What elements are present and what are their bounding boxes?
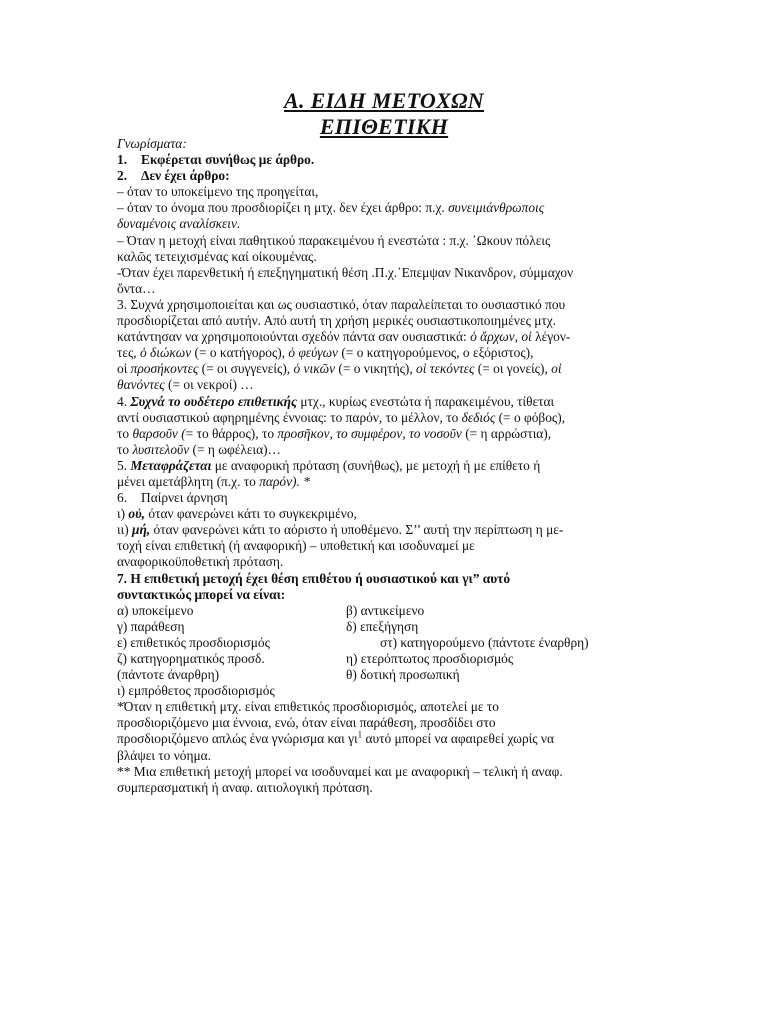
- item-text: Παίρνει άρνηση: [141, 490, 228, 506]
- text-run: αυτό μπορεί να αφαιρεθεί χωρίς να: [362, 731, 554, 747]
- item-number: 5.: [117, 457, 131, 473]
- list-item: [117, 635, 647, 651]
- text-run: – όταν το όνομα που προσδιορίζει η μτχ. δεν έχει άρθρο: π.χ.: [117, 200, 449, 216]
- superscript: 1: [357, 730, 363, 740]
- example-text: ὁ ἄρχων, οἱ: [470, 329, 532, 345]
- text-run: προσδιοριζόμενο απλώς ένα γνώρισμα και γι: [117, 731, 358, 747]
- item-2c: – Όταν η μετοχή είναι παθητικού παρακειμένου ή ενεστώτα : π.χ. ᾿Ωκουν πόλεις: [117, 232, 551, 248]
- text-run: μένει αμετάβλητη (π.χ. το: [117, 473, 260, 489]
- list-item: [117, 603, 647, 619]
- item-2b-cont: δυναμένοις αναλίσκειν.: [117, 216, 241, 232]
- example-text: προσήκοντες: [130, 361, 199, 377]
- item-3-line-1: 3. Συχνά χρησιμοποιείται και ως ουσιαστικό, όταν παραλείπεται το ουσιαστικό που: [117, 296, 566, 312]
- item-text: Εκφέρεται συνήθως με άρθρο.: [141, 152, 315, 168]
- item-2d-cont: ὄντα…: [117, 280, 156, 296]
- text-run: όταν φανερώνει κάτι το συγκεκριμένο,: [145, 506, 357, 522]
- emphasis-text: μή,: [132, 522, 151, 538]
- example-text: παρόν). *: [259, 473, 310, 489]
- text-run: (= οι γονείς),: [474, 361, 552, 377]
- example-text: ὁ νικῶν: [293, 361, 336, 377]
- example-text: οἱ τεκόντες: [416, 361, 475, 377]
- text-run: τες,: [117, 345, 141, 361]
- text-run: = το θάρρος), το: [185, 425, 278, 441]
- list-cell: θ) δοτική προσωπική: [346, 667, 460, 683]
- note-2-line-1: ** Μια επιθετική μετοχή μπορεί να ισοδυναμεί και με αναφορική – τελική ή αναφ.: [117, 763, 563, 779]
- item-6-ii-line-1: [117, 522, 647, 538]
- text-run: (= η αρρώστια),: [461, 425, 552, 441]
- item-4-line-2: [117, 410, 647, 426]
- example-text: προσῆκον, το συμφέρον, το νοσοῦν: [277, 425, 462, 441]
- text-run: (= ο κατήγορος),: [191, 345, 289, 361]
- item-number: 2.: [117, 168, 128, 184]
- item-2: [117, 168, 647, 184]
- list-cell: η) ετερόπτωτος προσδιορισμός: [346, 651, 514, 666]
- text-run: μτχ., κυρίως ενεστώτα ή παρακειμένου, τίθεται: [296, 393, 555, 409]
- item-1: [117, 152, 647, 168]
- item-6-ii-line-2: τοχή είναι επιθετική (ή αναφορική) – υποθετική και ισοδυναμεί με: [117, 538, 475, 554]
- list-cell: ζ) κατηγορηματικός προσδ.: [117, 651, 265, 666]
- emphasis-text: Συχνά το ουδέτερο επιθετικής: [130, 393, 297, 409]
- emphasis-text: οὐ,: [128, 506, 146, 522]
- text-run: το: [117, 425, 133, 441]
- text-run: ιι): [117, 522, 133, 538]
- item-2c-cont: καλῶς τετειχισμένας καί οἰκουμένας.: [117, 248, 317, 264]
- text-run: (= ο νικητής),: [335, 361, 417, 377]
- example-text: οἱ: [551, 361, 562, 377]
- list-item: [117, 619, 647, 635]
- list-item-last: ι) εμπρόθετος προσδιορισμός: [117, 683, 275, 699]
- text-run: (= ο κατηγορούμενος, ο εξόριστος),: [337, 345, 534, 361]
- note-1-line-2: προσδιοριζόμενο μια έννοια, ενώ, όταν είναι παράθεση, προσδίδει στο: [117, 715, 496, 731]
- list-cell: δ) επεξήγηση: [346, 618, 419, 634]
- item-3-line-2: προσδιορίζεται από αυτήν. Από αυτή τη χρήση μερικές ουσιαστικοποιημένες μτχ.: [117, 313, 557, 329]
- example-text: συνειμιάνθρωποις: [448, 200, 545, 216]
- emphasis-text: Μεταφράζεται: [130, 457, 212, 473]
- text-run: το: [117, 441, 133, 457]
- text-run: οἱ: [117, 361, 131, 377]
- list-cell: (πάντοτε άναρθρη): [117, 667, 220, 683]
- text-run: (= ο φόβος),: [495, 409, 566, 425]
- example-text: θανόντες: [117, 377, 165, 393]
- item-4-line-3: [117, 426, 647, 442]
- text-run: λέγον-: [531, 329, 571, 345]
- example-text: λυσιτελοῦν: [132, 441, 190, 457]
- note-1-line-1: *Όταν η επιθετική μτχ. είναι επιθετικός προσδιορισμός, αποτελεί με το: [117, 699, 499, 715]
- example-text: ὁ διώκων: [140, 345, 192, 361]
- list-cell: ε) επιθετικός προσδιορισμός: [117, 634, 270, 650]
- item-7-line-2: συντακτικώς μπορεί να είναι:: [117, 586, 286, 602]
- item-text: Δεν έχει άρθρο:: [141, 168, 230, 184]
- text-run: (= οι συγγενείς),: [198, 361, 294, 377]
- list-cell: α) υποκείμενο: [117, 602, 194, 618]
- list-item: [117, 667, 647, 683]
- item-3-line-3: [117, 329, 647, 345]
- item-6-ii-line-3: αναφορικοϋποθετική πρόταση.: [117, 554, 284, 570]
- list-item: [117, 651, 647, 667]
- note-1-line-4: βλάψει το νόημα.: [117, 747, 211, 763]
- item-7-line-1: 7. Η επιθετική μετοχή έχει θέση επιθέτου ή ουσιαστικού και γι” αυτό: [117, 570, 511, 586]
- item-number: 1.: [117, 152, 128, 168]
- example-text: ὁ φεύγων: [288, 345, 338, 361]
- text-run: όταν φανερώνει κάτι το αόριστο ή υποθέμενο. Σ’’ αυτή την περίπτωση η με-: [150, 522, 564, 538]
- item-number: 6.: [117, 490, 128, 506]
- item-3-line-6: [117, 377, 647, 393]
- item-5-line-2: [117, 474, 647, 490]
- text-run: αντί ουσιαστικού αφηρημένης έννοιας: το παρόν, το μέλλον, το: [117, 409, 462, 425]
- text-run: (= η ωφέλεια)…: [189, 441, 281, 457]
- item-6-i: [117, 506, 647, 522]
- item-2a: – όταν το υποκείμενο της προηγείται,: [117, 184, 319, 200]
- item-4-line-1: [117, 394, 647, 410]
- item-2b: [117, 200, 647, 216]
- note-1-line-3: [117, 731, 647, 747]
- example-text: δεδιός: [461, 409, 496, 425]
- item-2d: -Όταν έχει παρενθετική ή επεξηγηματική θέση .Π.χ.᾿Επεμψαν Νικανδρον, σύμμαχον: [117, 264, 574, 280]
- item-4-line-4: [117, 442, 647, 458]
- text-run: κατάντησαν να χρησιμοποιούνται σχεδόν πάντα σαν ουσιαστικά:: [117, 329, 471, 345]
- intro-heading: Γνωρίσματα:: [117, 136, 187, 151]
- list-cell: στ) κατηγορούμενο (πάντοτε έναρθρη): [380, 634, 589, 650]
- document-title: Α. ΕΙΔΗ ΜΕΤΟΧΩΝ: [284, 88, 484, 113]
- note-2-line-2: συμπερασματική ή αναφ. αιτιολογική πρόταση.: [117, 779, 373, 795]
- item-number: 4.: [117, 393, 131, 409]
- list-cell: β) αντικείμενο: [346, 602, 425, 618]
- list-cell: γ) παράθεση: [117, 618, 185, 634]
- example-text: θαρσοῦν (: [132, 425, 186, 441]
- item-3-line-4: [117, 345, 647, 361]
- document-subtitle: ΕΠΙΘΕΤΙΚΗ: [319, 114, 449, 139]
- item-5-line-1: [117, 458, 647, 474]
- item-3-line-5: [117, 361, 647, 377]
- document-body: [117, 136, 647, 796]
- text-run: ι): [117, 506, 129, 522]
- text-run: (= οι νεκροί) …: [164, 377, 254, 393]
- item-6: [117, 490, 647, 506]
- text-run: με αναφορική πρόταση (συνήθως), με μετοχή ή με επίθετο ή: [211, 457, 541, 473]
